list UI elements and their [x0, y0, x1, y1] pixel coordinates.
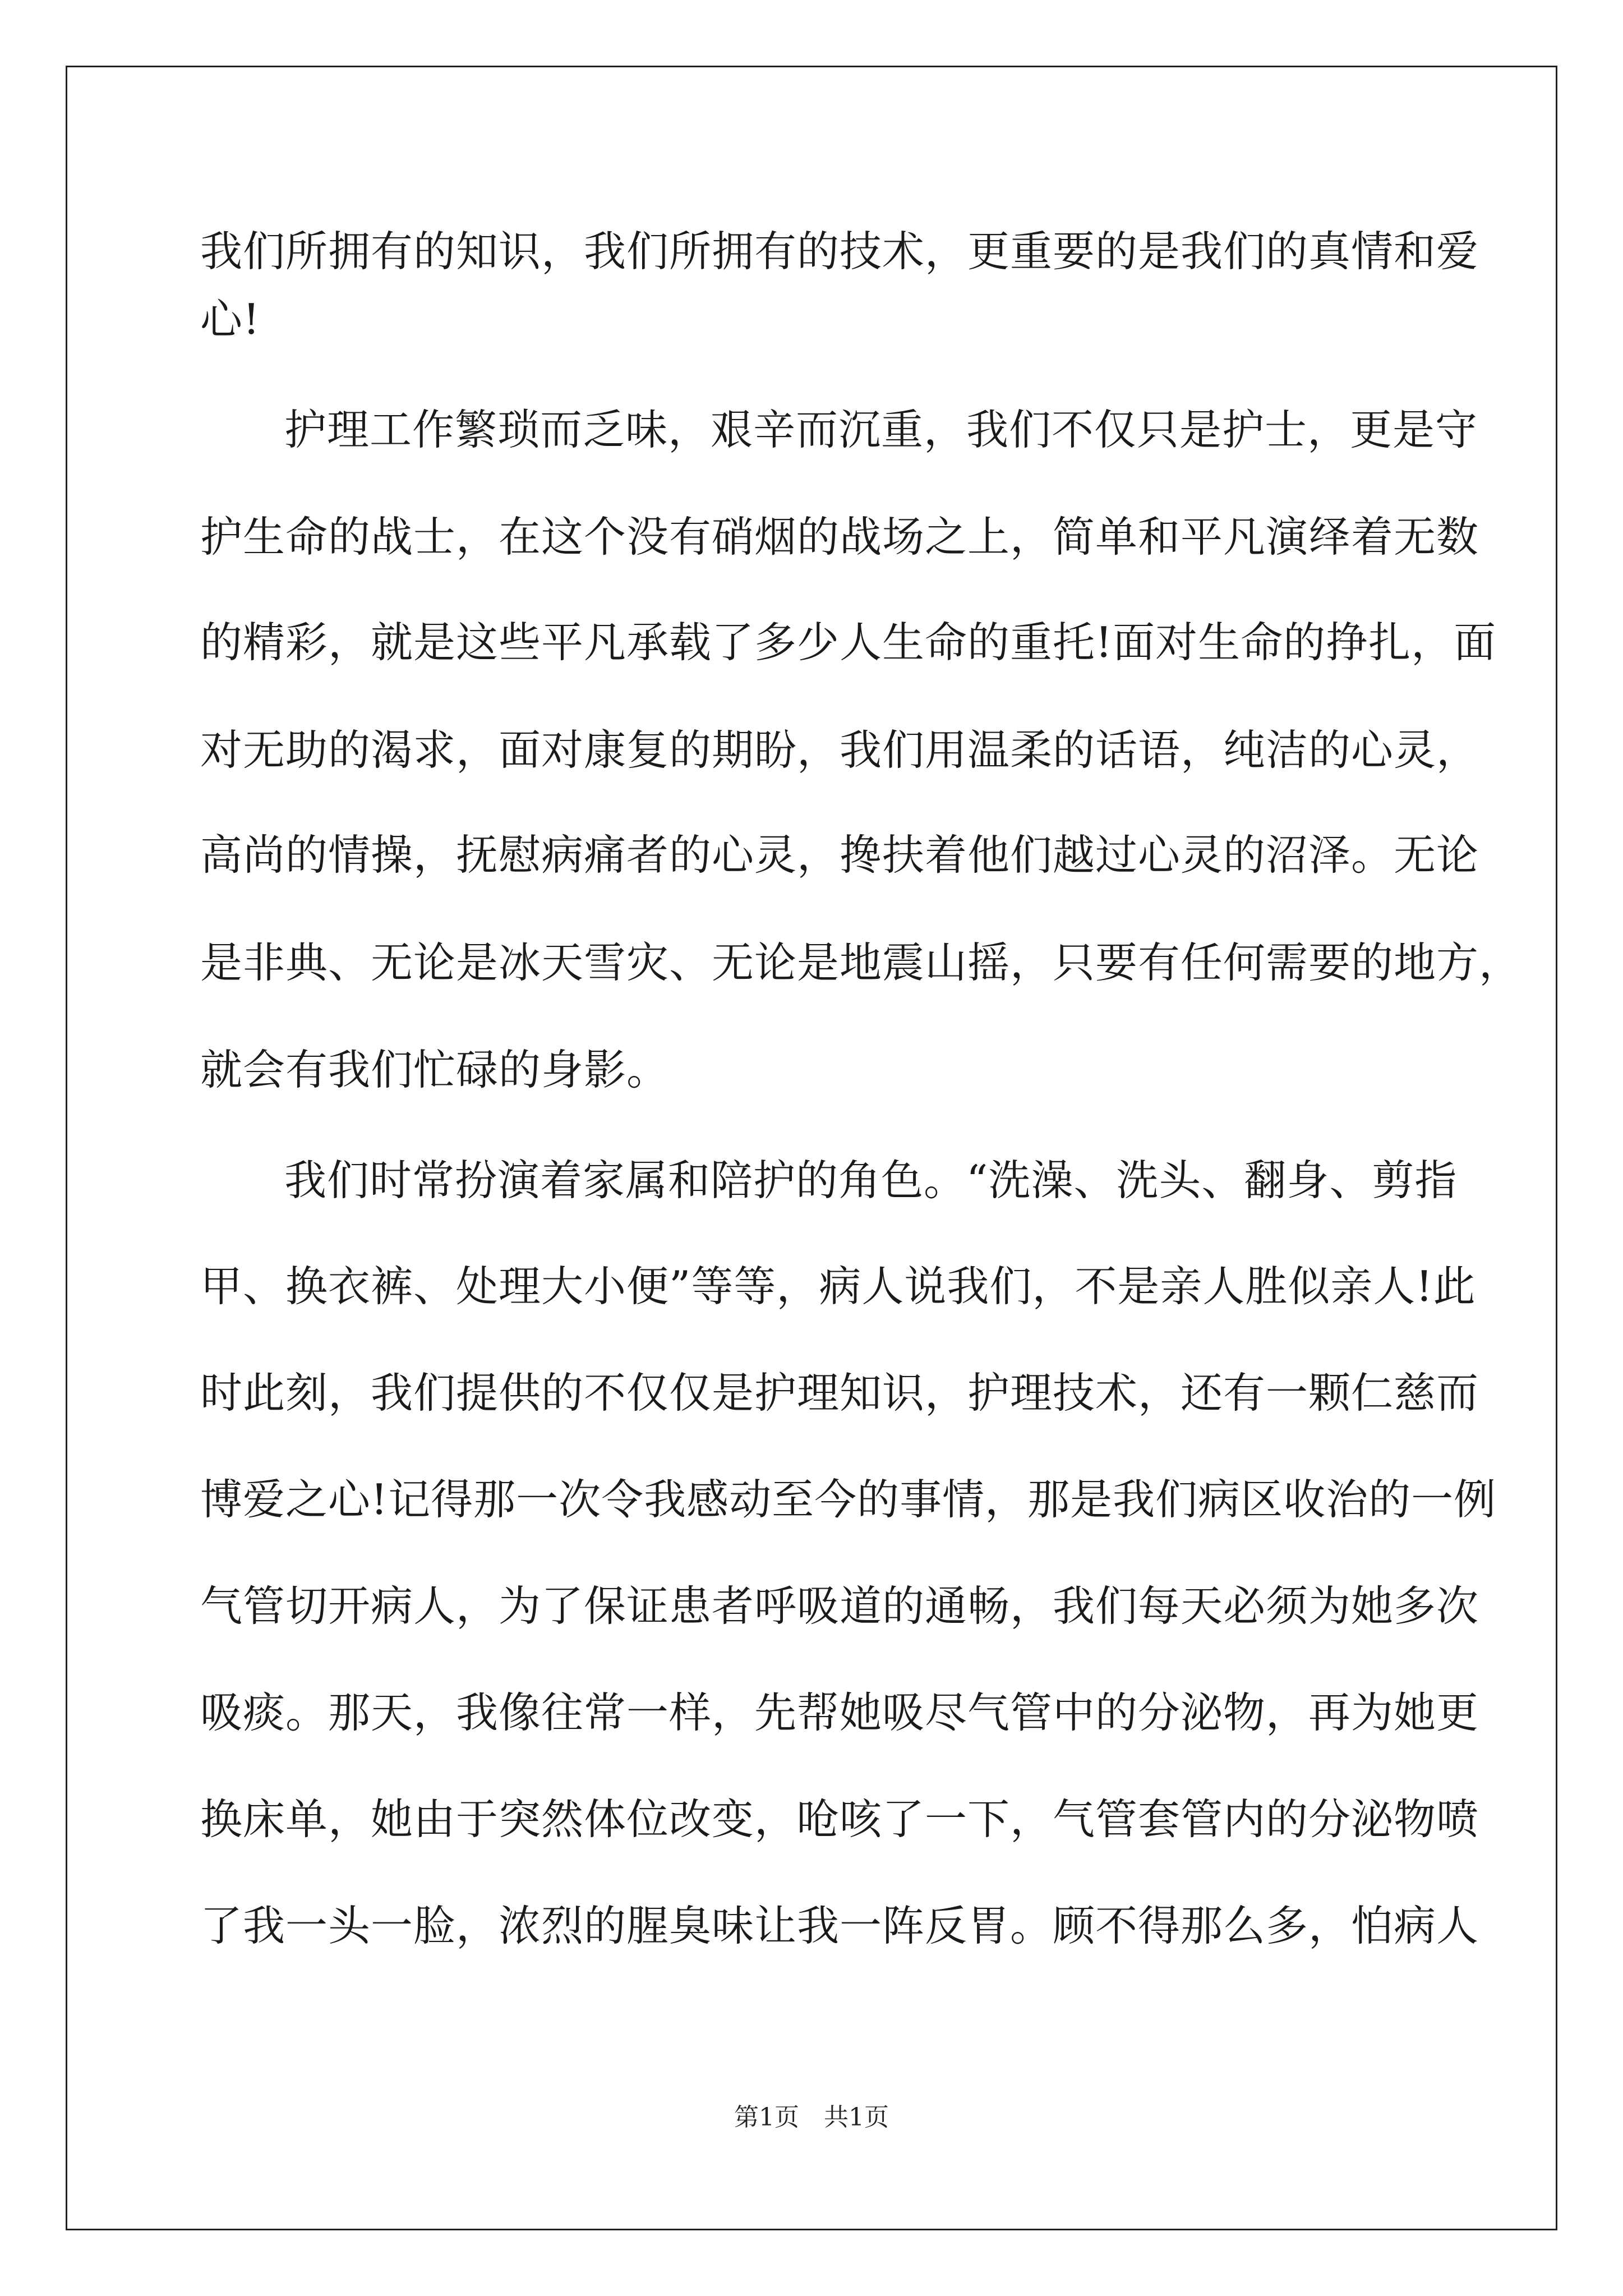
text-line-11: 甲、换衣裤、处理大小便”等等，病人说我们，不是亲人胜似亲人!此 — [200, 1262, 1476, 1311]
text-line-15: 吸痰。那天，我像往常一样，先帮她吸尽气管中的分泌物，再为她更 — [200, 1688, 1479, 1737]
text-line-17: 了我一头一脸，浓烈的腥臭味让我一阵反胃。顾不得那么多，怕病人 — [200, 1901, 1479, 1950]
text-line-13: 博爱之心!记得那一次令我感动至今的事情，那是我们病区收治的一例 — [200, 1475, 1497, 1524]
text-line-14: 气管切开病人，为了保证患者呼吸道的通畅，我们每天必须为她多次 — [200, 1581, 1479, 1631]
page-number-footer: 第1页 共1页 — [734, 2103, 889, 2132]
text-line-10: 我们时常扮演着家属和陪护的角色。“洗澡、洗头、翻身、剪指 — [284, 1156, 1458, 1205]
text-line-7: 高尚的情操，抚慰病痛者的心灵，搀扶着他们越过心灵的沼泽。无论 — [200, 830, 1479, 880]
text-line-5: 的精彩，就是这些平凡承载了多少人生命的重托!面对生命的挣扎，面 — [200, 618, 1497, 667]
text-line-9: 就会有我们忙碌的身影。 — [200, 1045, 670, 1094]
text-line-4: 护生命的战士，在这个没有硝烟的战场之上，简单和平凡演绎着无数 — [200, 512, 1479, 562]
text-line-12: 时此刻，我们提供的不仅仅是护理知识，护理技术，还有一颗仁慈而 — [200, 1368, 1479, 1418]
text-line-6: 对无助的渴求，面对康复的期盼，我们用温柔的话语，纯洁的心灵， — [200, 725, 1479, 775]
text-line-1: 我们所拥有的知识，我们所拥有的技术，更重要的是我们的真情和爱 — [200, 227, 1479, 276]
text-line-3: 护理工作繁琐而乏味，艰辛而沉重，我们不仅只是护士，更是守 — [284, 405, 1478, 454]
text-line-16: 换床单，她由于突然体位改变，呛咳了一下，气管套管内的分泌物喷 — [200, 1795, 1479, 1844]
text-line-8: 是非典、无论是冰天雪灾、无论是地震山摇，只要有任何需要的地方， — [200, 938, 1522, 987]
text-line-2: 心! — [200, 295, 261, 344]
